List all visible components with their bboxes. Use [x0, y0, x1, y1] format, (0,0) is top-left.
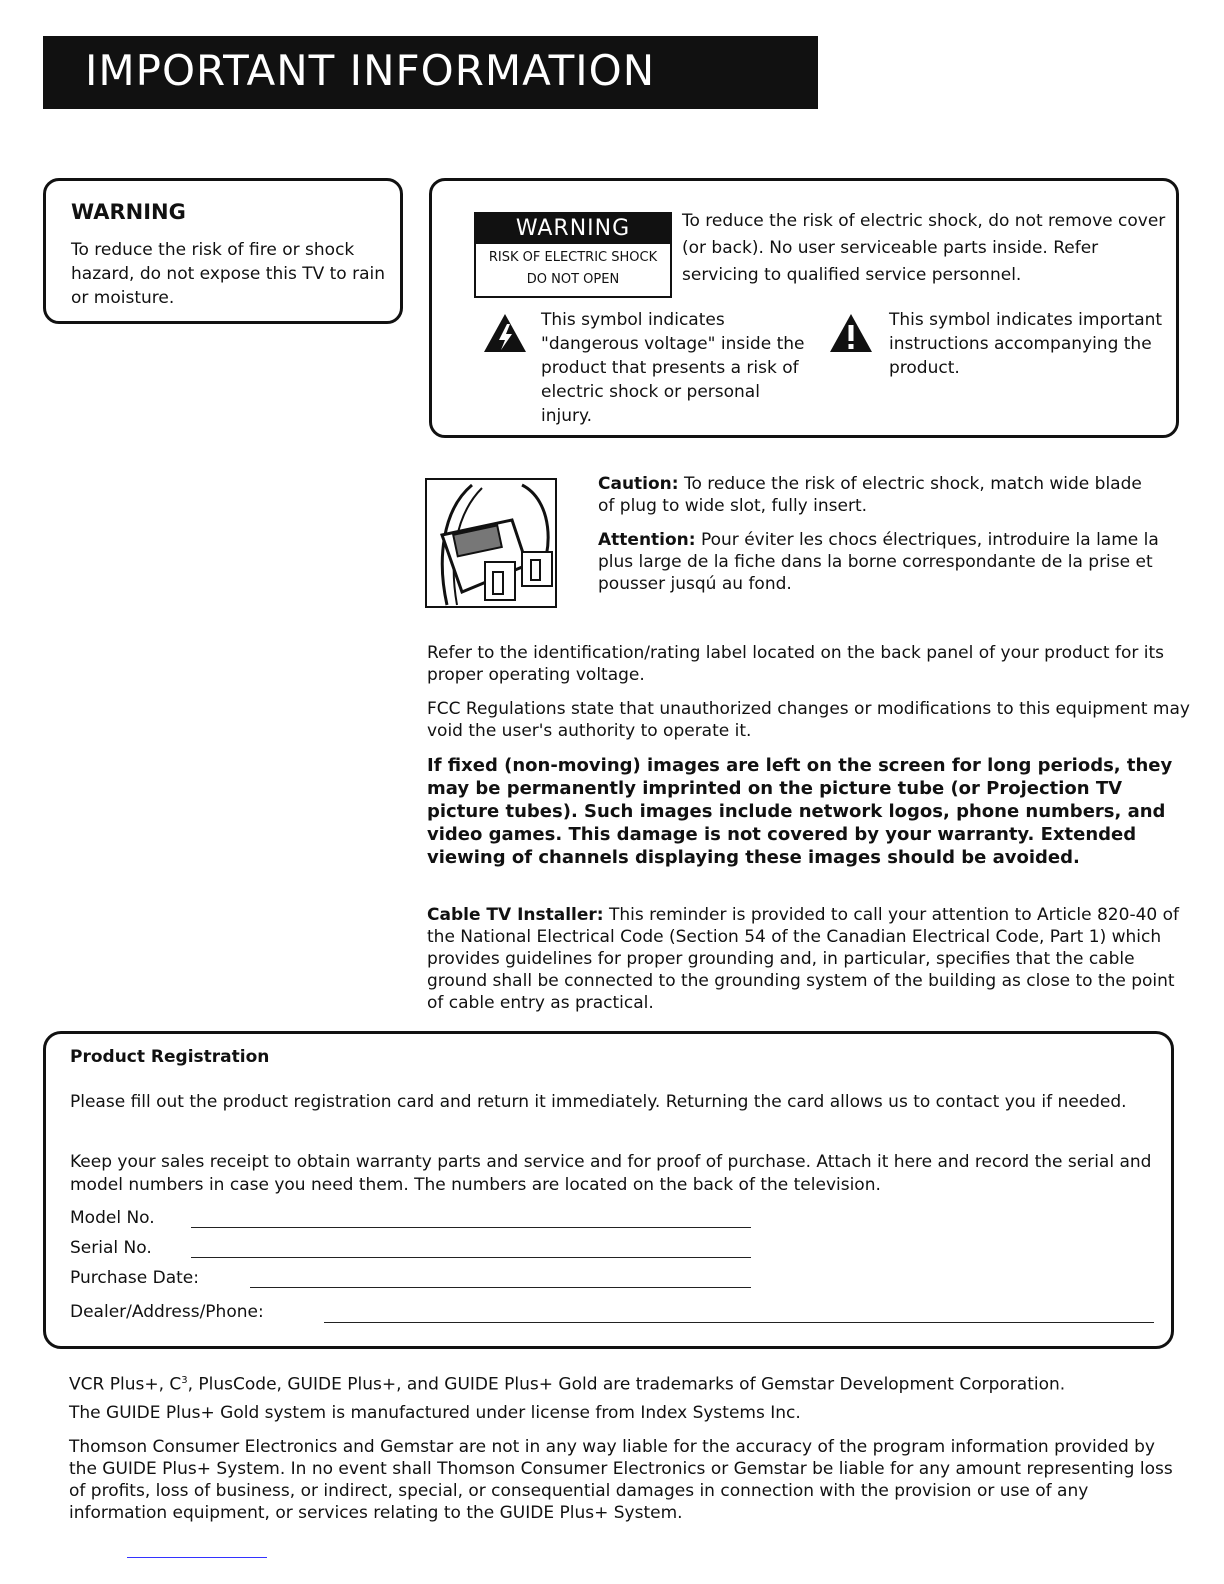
attention-label: Attention: [598, 530, 696, 550]
fixed-images-paragraph: If fixed (non-moving) images are left on the screen for long periods, they may be permanently imprinted on the picture tube (or Projection TV picture tubes). Such images include network logos, phone numbers, and video games. This damage is not covered by your warranty. Extended viewing of channels displaying these images should be avoided. [427, 755, 1173, 868]
instructions-symbol-text: This symbol indicates important instructions accompanying the product. [889, 310, 1163, 378]
fcc-paragraph: FCC Regulations state that unauthorized changes or modifications to this equipment may void the user's authority to operate it. [427, 699, 1190, 741]
registration-paragraph-2: Keep your sales receipt to obtain warranty parts and service and for proof of purchase. Attach it here and record the serial and model numbers in case you need them. The numbers are located on the back of the television. [70, 1152, 1152, 1195]
bottom-rule [127, 1557, 267, 1558]
exclamation-warning-icon [828, 312, 874, 354]
purchase-date-label: Purchase Date: [70, 1268, 199, 1288]
warning-heading: WARNING [71, 200, 186, 224]
shock-warning-label [474, 212, 672, 298]
model-no-label: Model No. [70, 1208, 155, 1228]
cable-installer-paragraph [427, 904, 1192, 1014]
serial-no-field[interactable] [191, 1257, 751, 1258]
page-title: IMPORTANT INFORMATION [85, 46, 656, 95]
caution-text [598, 473, 1158, 517]
warning-box-shock [429, 178, 1179, 438]
warning-box-fire [43, 178, 403, 324]
voltage-symbol-text: This symbol indicates "dangerous voltage" inside the product that presents a risk of electric shock or personal injury. [541, 310, 805, 426]
cable-installer-label: Cable TV Installer: [427, 905, 604, 925]
caution-label: Caution: [598, 474, 679, 494]
cover-warning-text: To reduce the risk of electric shock, do not remove cover (or back). No user serviceable parts inside. Refer servicing to qualified service personnel. [682, 211, 1166, 285]
warning-text: To reduce the risk of fire or shock hazard, do not expose this TV to rain or moisture. [71, 240, 386, 308]
registration-paragraph-1: Please fill out the product registration card and return it immediately. Returning the card allows us to contact you if needed. [70, 1092, 1127, 1112]
label-title: WARNING [476, 214, 670, 244]
trademarks-part-b: , PlusCode, GUIDE Plus+, and GUIDE Plus+ Gold are trademarks of Gemstar Development Corporation. [187, 1374, 1066, 1395]
license-text: The GUIDE Plus+ Gold system is manufactured under license from Index Systems Inc. [69, 1403, 801, 1423]
label-line-do-not-open: DO NOT OPEN [526, 272, 620, 287]
label-line-risk: RISK OF ELECTRIC SHOCK [488, 250, 658, 265]
trademarks-text [69, 1370, 1179, 1396]
lightning-warning-icon [482, 312, 528, 354]
serial-no-label: Serial No. [70, 1238, 152, 1258]
purchase-date-field[interactable] [250, 1287, 751, 1288]
attention-body: Pour éviter les chocs électriques, introduire la lame la plus large de la fiche dans la borne correspondante de la prise et pousser jusqú au fond. [598, 530, 1159, 594]
cable-installer-body: This reminder is provided to call your attention to Article 820-40 of the National Electrical Code (Section 54 of the Canadian Electrical Code, Part 1) which provides guidelines for proper grounding and, in particular, specifies that the cable ground shall be connected to the grounding system of the building as close to the point of cable entry as practical. [427, 905, 1179, 1013]
liability-text: Thomson Consumer Electronics and Gemstar are not in any way liable for the accuracy of the program information provided by the GUIDE Plus+ System. In no event shall Thomson Consumer Electronics or Gemstar be liable for any amount representing loss of profits, loss of business, or indirect, special, or consequential damages in connection with the provision or use of any information equipment, or services relating to the GUIDE Plus+ System. [69, 1437, 1173, 1523]
header-bar [43, 36, 818, 109]
trademarks-part-a: VCR Plus+, C [69, 1374, 182, 1395]
dealer-field[interactable] [324, 1322, 1154, 1323]
caution-body: To reduce the risk of electric shock, match wide blade of plug to wide slot, fully insert. [598, 474, 1142, 516]
attention-text [598, 529, 1198, 595]
product-registration-box [43, 1031, 1174, 1349]
dealer-label: Dealer/Address/Phone: [70, 1302, 264, 1322]
polarized-plug-icon [425, 478, 557, 608]
rating-label-paragraph: Refer to the identification/rating label located on the back panel of your product for its proper operating voltage. [427, 643, 1164, 685]
trademarks-superscript: 3 [181, 1375, 188, 1386]
registration-heading: Product Registration [70, 1047, 270, 1067]
model-no-field[interactable] [191, 1227, 751, 1228]
